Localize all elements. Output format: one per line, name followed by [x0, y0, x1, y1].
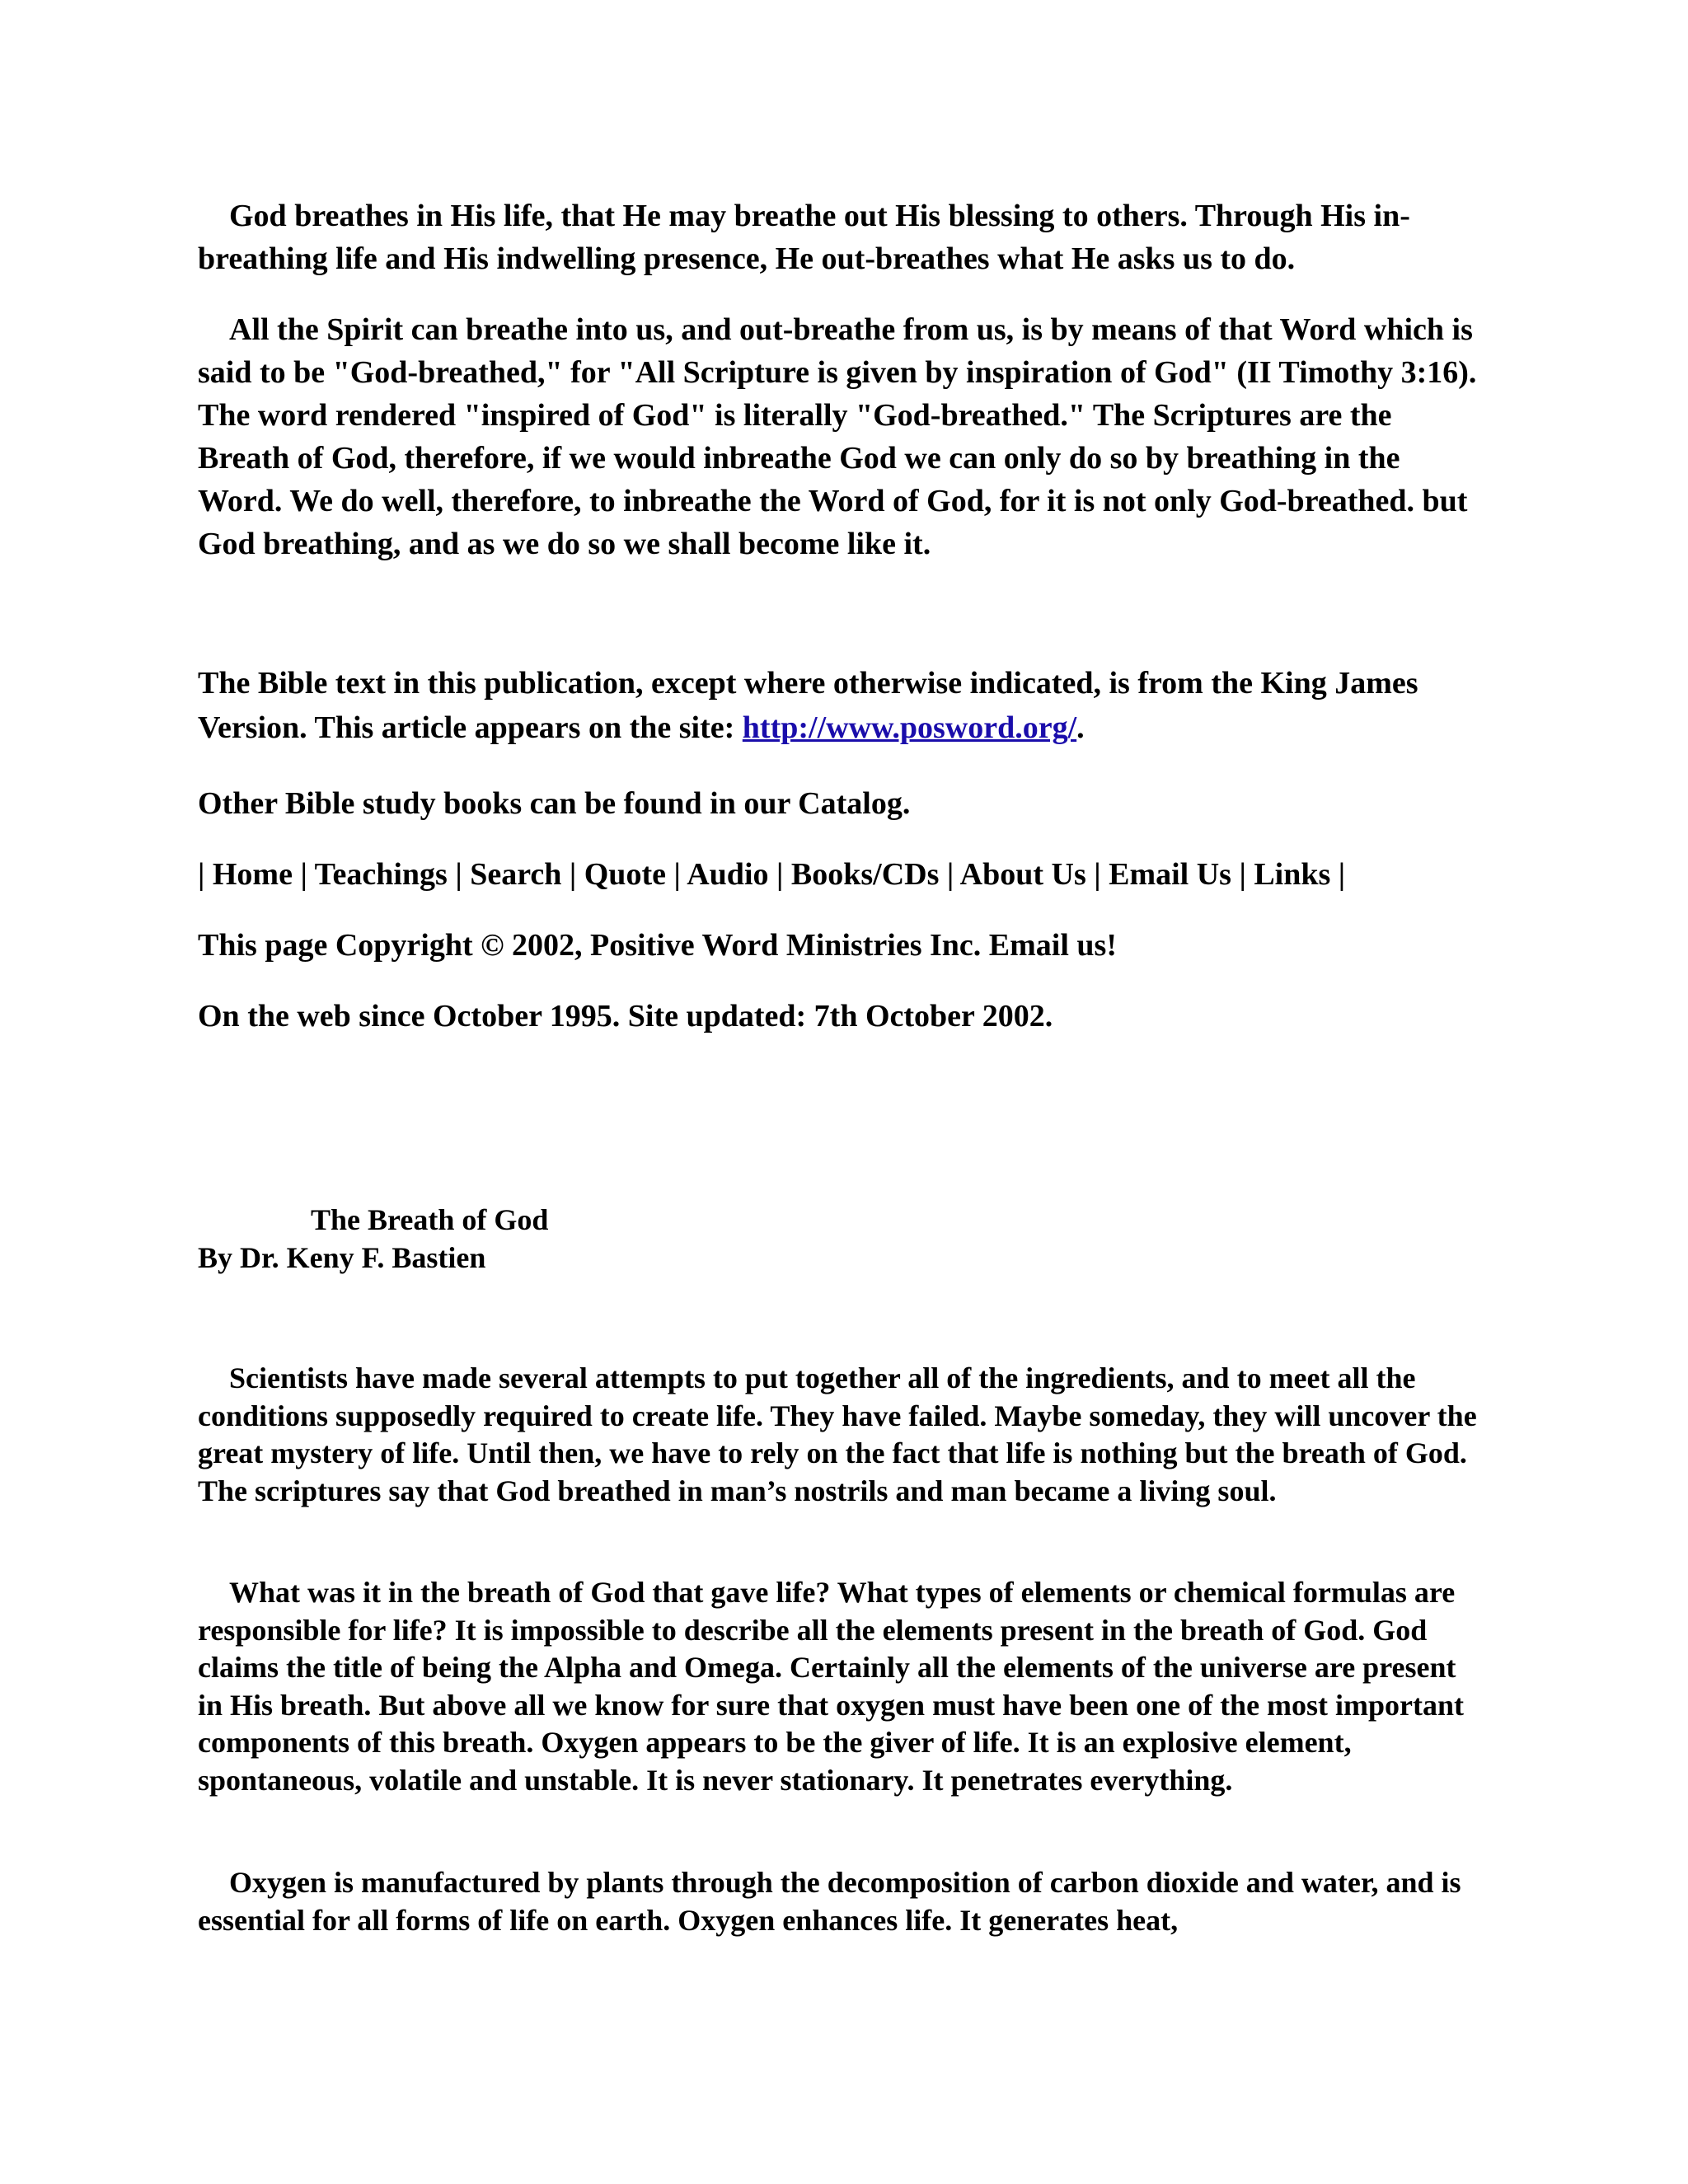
bible-text-note-line-1: The Bible text in this publication, except where otherwise indicated, is from the King James [198, 666, 1418, 701]
article-author: By Dr. Keny F. Bastien [198, 1240, 486, 1274]
copyright-notice: This page Copyright © 2002, Positive Word Ministries Inc. Email us! [198, 928, 1117, 963]
catalog-note: Other Bible study books can be found in our Catalog. [198, 786, 911, 821]
bible-text-note [198, 661, 1484, 705]
article-paragraph-1: Scientists have made several attempts to put together all of the ingredients, and to meet all the conditions supposedly required to create life. They have failed. Maybe someday, they will uncover the great mystery of life. Until then, we have to rely on the fact that life is nothing but the breath of God. The scriptures say that God breathed in man’s nostrils and man became a living soul. [198, 1361, 1477, 1507]
site-updated-note: On the web since October 1995. Site updated: 7th October 2002. [198, 999, 1053, 1033]
top-paragraph-1: God breathes in His life, that He may breathe out His blessing to others. Through His in-breathing life and His indwelling presence, He out-breathes what He asks us to do. [198, 199, 1410, 276]
article-paragraph-3: Oxygen is manufactured by plants through the decomposition of carbon dioxide and water, and is essential for all forms of life on earth. Oxygen enhances life. It generates heat, [198, 1866, 1461, 1937]
site-navigation-links[interactable]: | Home | Teachings | Search | Quote | Audio | Books/CDs | About Us | Email Us | Links | [198, 857, 1346, 892]
site-note-end: . [1076, 710, 1085, 745]
article-header [198, 1202, 1484, 1277]
site-note [198, 705, 1484, 750]
site-note-text: Version. This article appears on the site: [198, 710, 743, 745]
article-paragraph-2: What was it in the breath of God that gave life? What types of elements or chemical formulas are responsible for life? It is impossible to describe all the elements present in the breath of God. God claims the title of being the Alpha and Omega. Certainly all the elements of the universe are present in His breath. But above all we know for sure that oxygen must have been one of the most important components of this breath. Oxygen appears to be the giver of life. It is an explosive element, spontaneous, volatile and unstable. It is never stationary. It penetrates everything. [198, 1576, 1465, 1797]
site-link[interactable]: http://www.posword.org/ [742, 710, 1077, 745]
publication-footer [198, 661, 1484, 750]
top-paragraph-2: All the Spirit can breathe into us, and out-breathe from us, is by means of that Word which is said to be "God-breathed," for "All Scripture is given by inspiration of God" (II Timothy 3:16). The word rendered "inspired of God" is literally "God-breathed." The Scriptures are the Breath of God, therefore, if we would inbreathe God we can only do so by breathing in the Word. We do well, therefore, to inbreathe the Word of God, for it is not only God-breathed. but God breathing, and as we do so we shall become like it. [198, 312, 1477, 561]
article-title: The Breath of God [311, 1203, 549, 1236]
